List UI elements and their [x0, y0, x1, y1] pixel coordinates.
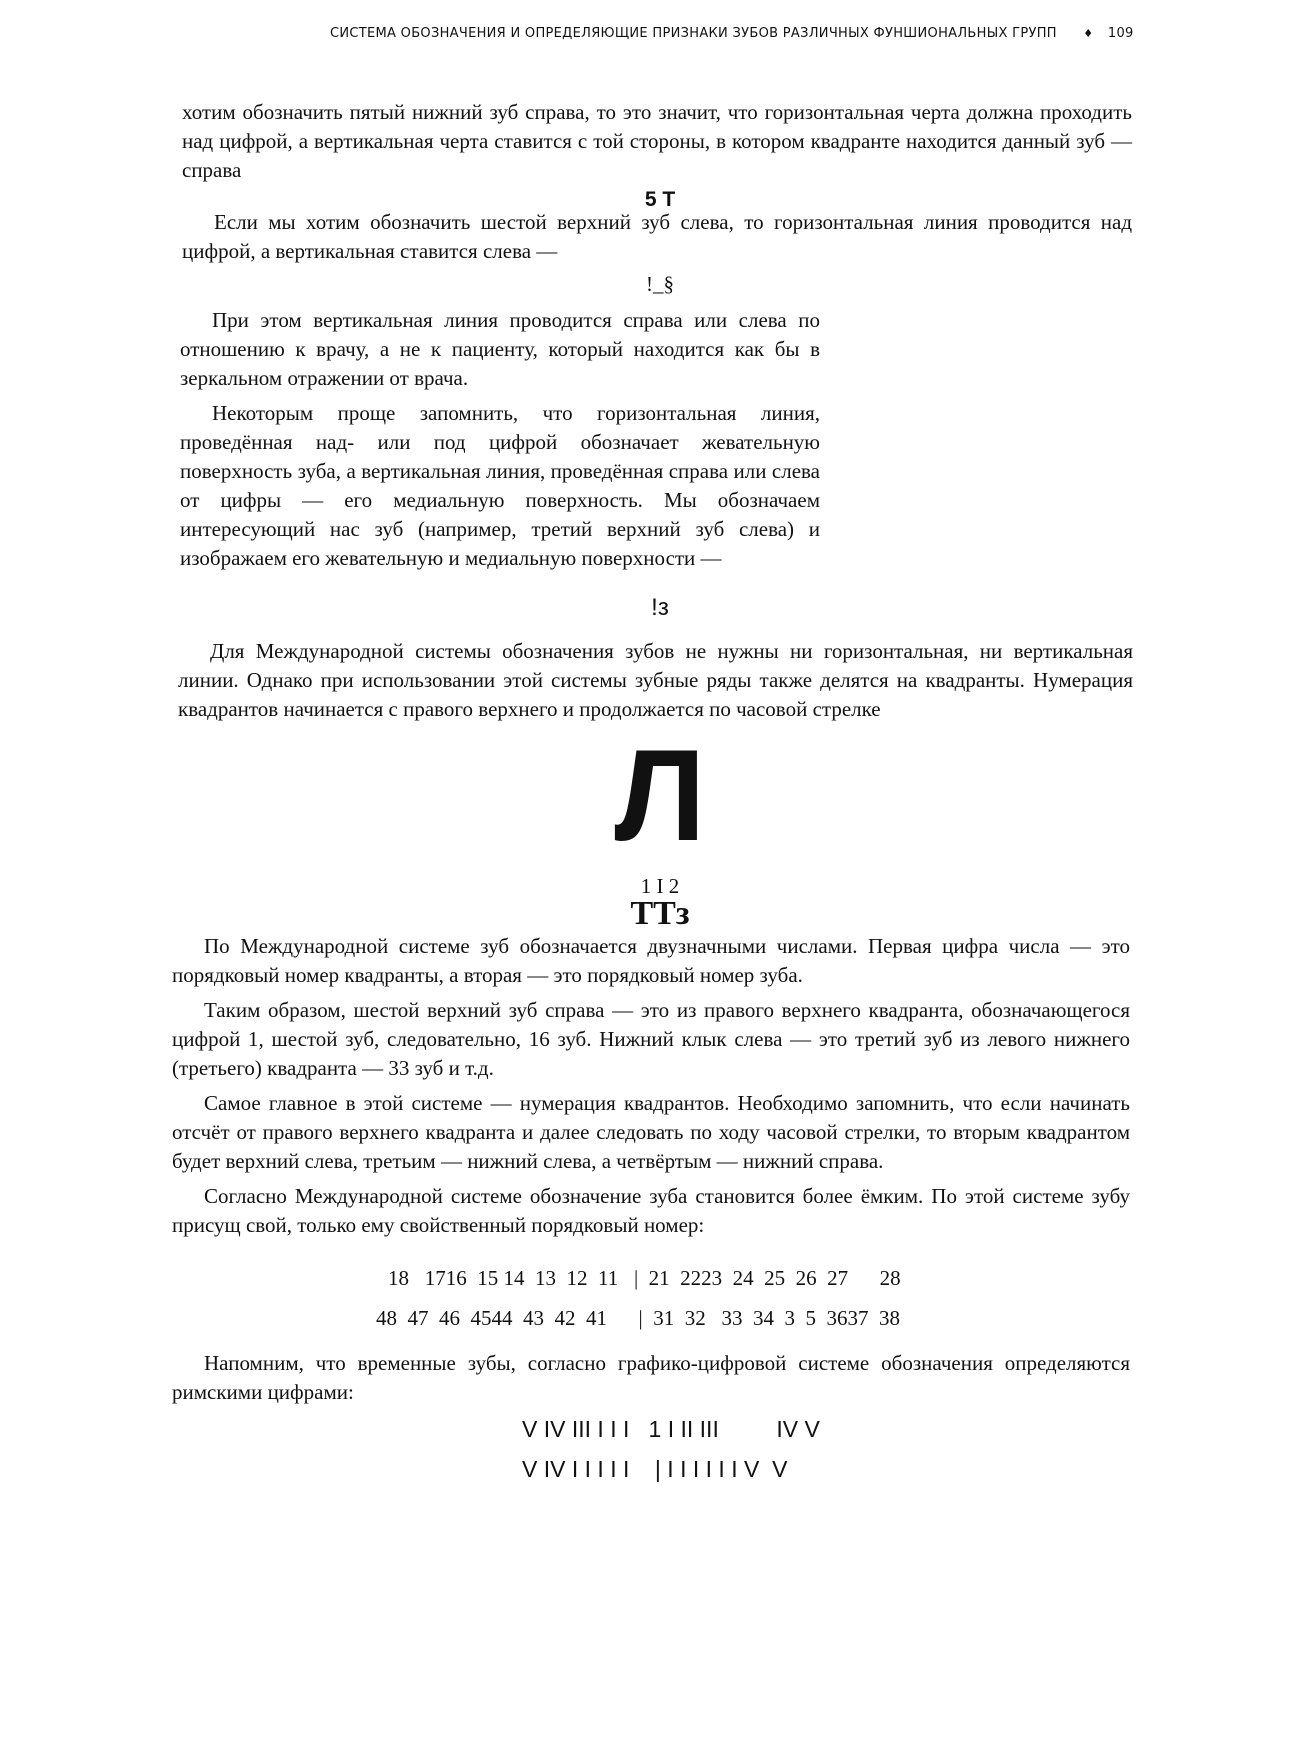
symbol-3-upper-left: !з — [651, 594, 669, 621]
symbol-6-upper-left: !_§ — [646, 272, 674, 296]
paragraph-3-4 — [180, 306, 820, 579]
paragraph-text: хотим обозначить пятый нижний зуб справа, то это значит, что горизонтальная черта должна проходить над цифрой, а вертикальная черта ставится с той стороны, в котором квадранте находится данный зуб — справа — [182, 100, 1132, 182]
temporary-teeth-lower: V IV I I I I I | I I I I I I V V — [522, 1456, 788, 1482]
paragraph-text: Напомним, что временные зубы, согласно графико-цифровой системе обозначения определяются римскими цифрами: — [172, 1351, 1130, 1404]
tooth-formula-upper: 18 1716 15 14 13 12 11 | 21 2223 24 25 26 27 28 — [388, 1266, 901, 1290]
quadrant-numbers-top: 1 I 2 — [640, 874, 680, 898]
paragraph-text: Для Международной системы обозначения зубов не нужны ни горизонтальная, ни вертикальная линии. Однако при использовании этой системы зубные ряды также делятся на квадранты. Нумерация квадрантов начинается с правого верхнего и продолжается по часовой стрелке — [178, 639, 1133, 721]
paragraph-text: Некоторым проще запомнить, что горизонтальная линия, проведённая над- или под цифрой обозначает жевательную поверхность зуба, а вертикальная линия, проведённая справа или слева от цифры — его медиальную поверхность. Мы обозначаем интересующий нас зуб (например, третий верхний зуб слева) и изображаем его жевательную и медиальную поверхности — — [180, 401, 820, 570]
paragraph-text: Согласно Международной системе обозначение зуба становится более ёмким. По этой системе зубу присущ свой, только ему свойственный порядковый номер: — [172, 1184, 1130, 1237]
symbol-5t: 5 T — [644, 188, 676, 211]
paragraph-2 — [182, 208, 1132, 272]
tooth-formula-lower: 48 47 46 4544 43 42 41 | 31 32 33 34 3 5 3637 38 — [376, 1306, 900, 1330]
paragraph-text: Если мы хотим обозначить шестой верхний зуб слева, то горизонтальная линия проводится над цифрой, а вертикальная ставится слева — — [182, 210, 1132, 263]
running-title: СИСТЕМА ОБОЗНАЧЕНИЯ И ОПРЕДЕЛЯЮЩИЕ ПРИЗНАКИ ЗУБОВ РАЗЛИЧНЫХ ФУНШИОНАЛЬНЫХ ГРУПП — [330, 26, 1057, 41]
paragraph-5 — [178, 637, 1133, 730]
page-number: 109 — [1107, 26, 1134, 41]
paragraph-text: При этом вертикальная линия проводится справа или слева по отношению к врачу, а не к пациенту, который находится как бы в зеркальном отражении от врача. — [180, 308, 820, 390]
quadrant-numbers-bottom: ТТз — [630, 895, 690, 932]
paragraph-10 — [172, 1349, 1130, 1413]
quadrant-symbol-large: Л — [614, 722, 706, 868]
running-header — [330, 26, 1134, 41]
paragraph-6-9 — [172, 932, 1130, 1246]
paragraph-1 — [182, 98, 1132, 191]
paragraph-text: Самое главное в этой системе — нумерация квадрантов. Необходимо запомнить, что если начинать отсчёт от правого верхнего квадранта и далее следовать по ходу часовой стрелки, то вторым квадрантом будет верхний слева, третьим — нижний слева, а четвёртым — нижний справа. — [172, 1091, 1130, 1173]
paragraph-text: По Международной системе зуб обозначается двузначными числами. Первая цифра числа — это порядковый номер квадранты, а вторая — это порядковый номер зуба. — [172, 934, 1130, 987]
temporary-teeth-upper: V IV III I I I 1 I II III IV V — [522, 1416, 820, 1442]
header-bullet: ♦ — [1083, 27, 1094, 40]
paragraph-text: Таким образом, шестой верхний зуб справа — это из правого верхнего квадранта, обозначающегося цифрой 1, шестой зуб, следовательно, 16 зуб. Нижний клык слева — это третий зуб из левого нижнего (третьего) квадранта — 33 зуб и т.д. — [172, 998, 1130, 1080]
